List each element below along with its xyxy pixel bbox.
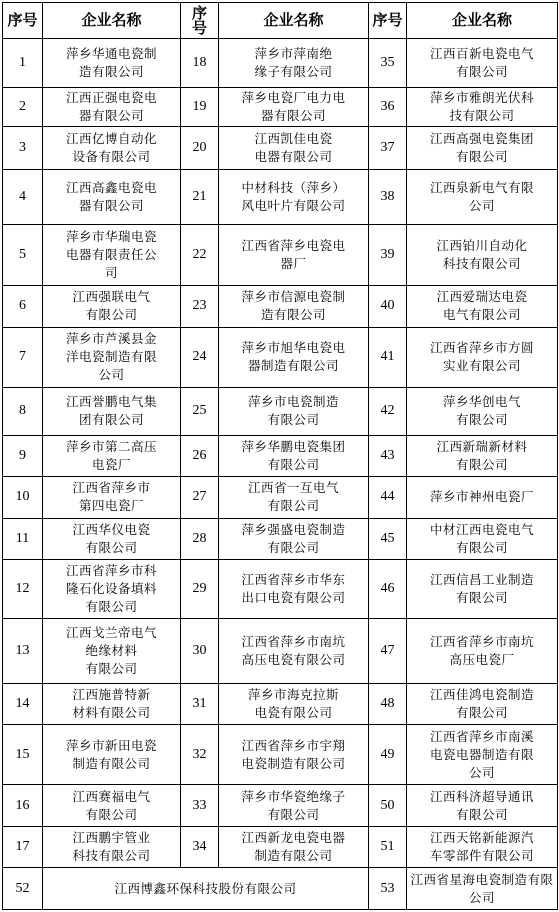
company-name-line: 萍乡市华瑞电瓷: [65, 228, 157, 244]
company-name-cell: [219, 518, 369, 560]
seq-cell: 18: [181, 39, 219, 88]
company-name-cell: [43, 683, 181, 725]
table-row: [3, 518, 558, 560]
company-name-line: 隆石化设备填料: [65, 581, 157, 597]
company-name-cell: [43, 286, 181, 328]
seq-cell: 34: [181, 826, 219, 868]
header-seq: 序号: [3, 3, 43, 39]
company-name-line: 有限公司: [85, 539, 138, 555]
table-row: [3, 435, 558, 477]
company-name-cell: [407, 224, 558, 285]
header-seq: [181, 3, 219, 39]
table-row: [3, 327, 558, 387]
seq-cell: 27: [181, 477, 219, 519]
seq-cell: 42: [369, 387, 407, 435]
company-name-line: 出口电瓷有限公司: [241, 590, 346, 606]
company-name-line: 绝缘材料: [85, 642, 138, 658]
company-name-cell: [43, 224, 181, 285]
seq-cell: 45: [369, 518, 407, 560]
company-name-line: 萍乡华鹏电瓷集团: [241, 438, 346, 454]
company-name-line: 江西省萍乡市华东: [241, 572, 346, 588]
company-name-line: 造有限公司: [78, 63, 144, 79]
company-name-cell: [43, 39, 181, 88]
seq-cell: 4: [3, 169, 43, 224]
company-name-cell: [407, 683, 558, 725]
seq-cell: 24: [181, 327, 219, 387]
company-name-line: 江西省萍乡市科: [65, 563, 157, 579]
company-name-line: 有限公司: [85, 660, 138, 676]
table-row: [3, 477, 558, 519]
seq-cell: 37: [369, 127, 407, 170]
company-name-line: 江西科济超导通讯: [429, 788, 534, 804]
company-name-line: 萍乡华通电瓷制: [65, 45, 157, 61]
company-name-cell: [43, 560, 181, 619]
company-name-line: 公司: [98, 367, 125, 383]
company-name-line: 技有限公司: [449, 108, 515, 123]
company-name-line: 有限公司: [267, 498, 320, 514]
company-name-line: 中材科技（萍乡）: [241, 179, 346, 195]
company-name-line: 高压电瓷有限公司: [241, 651, 346, 667]
header-name: 企业名称: [43, 3, 181, 39]
company-name-line: 电瓷电器制造有限: [429, 746, 534, 762]
seq-cell: 7: [3, 327, 43, 387]
header-row: [3, 3, 558, 39]
company-name-line: 萍乡电瓷厂电力电: [241, 90, 346, 105]
seq-cell: 46: [369, 560, 407, 619]
company-name-line: 江西正强电瓷电: [65, 90, 157, 105]
company-name-cell: [219, 327, 369, 387]
seq-cell: 15: [3, 725, 43, 785]
table-row: [3, 127, 558, 170]
company-name-cell: 江西博鑫环保科技股份有限公司: [43, 868, 369, 910]
company-name-line: 江西强联电气: [72, 289, 151, 305]
company-name-line: 有限公司: [455, 412, 508, 428]
seq-cell: 10: [3, 477, 43, 519]
header-seq-char: 号: [191, 18, 207, 37]
table-row: [3, 286, 558, 328]
company-name-cell: [219, 560, 369, 619]
company-name-line: 司: [104, 264, 118, 280]
table-row: [3, 725, 558, 785]
seq-cell: 2: [3, 87, 43, 126]
company-name-line: 萍乡市萍南绝: [254, 45, 333, 61]
company-name-line: 公司: [468, 764, 495, 780]
company-name-line: 萍乡市电瓷制造: [247, 394, 339, 410]
company-name-cell: [219, 224, 369, 285]
company-name-line: 高压电瓷厂: [449, 651, 515, 667]
company-name-line: 电器有限公司: [254, 149, 333, 164]
seq-cell: 22: [181, 224, 219, 285]
seq-cell: 40: [369, 286, 407, 328]
seq-cell: 5: [3, 224, 43, 285]
company-name-line: 缘子有限公司: [254, 63, 333, 79]
seq-cell: 50: [369, 785, 407, 827]
seq-cell: 30: [181, 619, 219, 683]
company-name-cell: [407, 169, 558, 224]
seq-cell: 36: [369, 87, 407, 126]
company-name-line: 江西省一互电气: [247, 480, 339, 496]
company-name-cell: [219, 169, 369, 224]
company-name-line: 器制造有限公司: [247, 358, 339, 374]
company-name-cell: [407, 826, 558, 868]
company-name-line: 江西爱瑞达电瓷: [436, 289, 528, 305]
company-name-cell: [43, 327, 181, 387]
company-name-cell: [219, 387, 369, 435]
seq-cell: 52: [3, 868, 43, 910]
company-name-cell: [219, 87, 369, 126]
company-name-cell: [43, 826, 181, 868]
company-name-cell: [407, 725, 558, 785]
seq-cell: 1: [3, 39, 43, 88]
seq-cell: 12: [3, 560, 43, 619]
company-name-line: 科技有限公司: [72, 848, 151, 864]
company-name-cell: [407, 477, 558, 519]
header-name: 企业名称: [219, 3, 369, 39]
company-name-line: 萍乡市芦溪县金: [65, 331, 157, 347]
company-name-cell: [43, 127, 181, 170]
seq-cell: 43: [369, 435, 407, 477]
company-name-line: 有限公司: [267, 456, 320, 472]
company-name-line: 电瓷制造有限公司: [241, 755, 346, 771]
seq-cell: 13: [3, 619, 43, 683]
company-name-cell: [407, 560, 558, 619]
header-seq-char: 序: [191, 3, 207, 22]
company-name-cell: [43, 785, 181, 827]
company-name-line: 有限公司: [455, 590, 508, 606]
company-name-line: 有限公司: [267, 412, 320, 428]
seq-cell: 51: [369, 826, 407, 868]
company-name-cell: [219, 39, 369, 88]
seq-cell: 9: [3, 435, 43, 477]
company-name-line: 江西凯佳电瓷: [254, 131, 333, 146]
company-name-line: 团有限公司: [78, 412, 144, 428]
table-row: [3, 87, 558, 126]
company-name-line: 洋电瓷制造有限: [65, 349, 157, 365]
seq-cell: 41: [369, 327, 407, 387]
company-name-line: 江西赛福电气: [72, 788, 151, 804]
company-name-line: 萍乡市旭华电瓷电: [241, 340, 346, 356]
company-name-cell: 江西省星海电瓷制造有限公司: [407, 868, 558, 910]
company-name-line: 江西高强电瓷集团: [429, 131, 534, 146]
table-row: [3, 169, 558, 224]
company-name-cell: [407, 518, 558, 560]
enterprise-table: [2, 2, 558, 910]
company-name-cell: [219, 725, 369, 785]
company-name-line: 江西新瑞新材料: [436, 438, 528, 454]
company-name-line: 萍乡市信源电瓷制: [241, 289, 346, 305]
seq-cell: 31: [181, 683, 219, 725]
table-row: [3, 785, 558, 827]
seq-cell: 3: [3, 127, 43, 170]
company-name-line: 公司: [468, 197, 495, 213]
company-name-line: 有限公司: [455, 806, 508, 822]
company-name-line: 有限公司: [455, 539, 508, 555]
company-name-line: 江西施普特新: [72, 686, 151, 702]
seq-cell: 53: [369, 868, 407, 910]
seq-cell: 23: [181, 286, 219, 328]
seq-cell: 28: [181, 518, 219, 560]
company-name-cell: [43, 518, 181, 560]
company-name-line: 有限公司: [85, 806, 138, 822]
company-name-line: 江西铂川自动化: [436, 237, 528, 253]
company-name-cell: [219, 826, 369, 868]
company-name-cell: [407, 785, 558, 827]
company-name-line: 萍乡市华瓷绝缘子: [241, 788, 346, 804]
company-name-cell: [407, 387, 558, 435]
table-row: [3, 560, 558, 619]
company-name-line: 器有限公司: [78, 197, 144, 213]
company-name-line: 江西誉鹏电气集: [65, 394, 157, 410]
table-row-last: [3, 868, 558, 910]
seq-cell: 44: [369, 477, 407, 519]
seq-cell: 6: [3, 286, 43, 328]
seq-cell: 48: [369, 683, 407, 725]
seq-cell: 21: [181, 169, 219, 224]
company-name-cell: [43, 619, 181, 683]
header-name: 企业名称: [407, 3, 558, 39]
company-name-line: 第四电瓷厂: [78, 498, 144, 514]
company-name-line: 江西省萍乡电瓷电: [241, 237, 346, 253]
company-name-line: 设备有限公司: [72, 149, 151, 164]
company-name-line: 江西省萍乡市南溪: [429, 728, 534, 744]
company-name-line: 江西戈兰帝电气: [65, 624, 157, 640]
company-name-cell: [407, 39, 558, 88]
company-name-line: 江西亿博自动化: [65, 131, 157, 146]
company-name-line: 有限公司: [455, 456, 508, 472]
company-name-cell: [407, 327, 558, 387]
seq-cell: 29: [181, 560, 219, 619]
company-name-line: 有限公司: [455, 149, 508, 164]
company-name-line: 车零部件有限公司: [429, 848, 534, 864]
seq-cell: 33: [181, 785, 219, 827]
company-name-line: 有限公司: [455, 704, 508, 720]
company-name-cell: [407, 127, 558, 170]
company-name-line: 江西天铭新能源汽: [429, 830, 534, 846]
seq-cell: 49: [369, 725, 407, 785]
seq-cell: 25: [181, 387, 219, 435]
company-name-cell: [43, 725, 181, 785]
company-name-line: 江西佳鸿电瓷制造: [429, 686, 534, 702]
table-row: [3, 826, 558, 868]
company-name-line: 制造有限公司: [72, 755, 151, 771]
company-name-line: 江西省萍乡市方圆: [429, 340, 534, 356]
company-name-line: 江西信昌工业制造: [429, 572, 534, 588]
company-name-line: 江西高鑫电瓷电: [65, 179, 157, 195]
company-name-line: 电瓷有限公司: [254, 704, 333, 720]
company-name-line: 有限公司: [455, 63, 508, 79]
company-name-cell: [407, 286, 558, 328]
company-name-line: 造有限公司: [260, 307, 326, 323]
company-name-line: 萍乡市海克拉斯: [247, 686, 339, 702]
seq-cell: 16: [3, 785, 43, 827]
company-name-cell: [43, 387, 181, 435]
company-name-line: 实业有限公司: [442, 358, 521, 374]
company-name-line: 萍乡市神州电瓷厂: [429, 489, 534, 505]
company-name-cell: [407, 87, 558, 126]
seq-cell: 20: [181, 127, 219, 170]
seq-cell: 35: [369, 39, 407, 88]
company-name-cell: [219, 477, 369, 519]
table-row: [3, 387, 558, 435]
seq-cell: 14: [3, 683, 43, 725]
company-name-cell: [43, 435, 181, 477]
company-name-line: 萍乡市新田电瓷: [65, 737, 157, 753]
company-name-line: 萍乡华创电气: [442, 394, 521, 410]
company-name-line: 江西百新电瓷电气: [429, 45, 534, 61]
company-name-line: 萍乡市第二高压: [65, 438, 157, 454]
company-name-cell: [219, 619, 369, 683]
seq-cell: 26: [181, 435, 219, 477]
company-name-line: 有限公司: [267, 539, 320, 555]
table-row: [3, 619, 558, 683]
company-name-line: 江西鹏宇管业: [72, 830, 151, 846]
company-name-cell: [219, 127, 369, 170]
company-name-line: 有限公司: [85, 307, 138, 323]
company-name-cell: [407, 435, 558, 477]
company-name-line: 江西省萍乡市南坑: [429, 633, 534, 649]
company-name-line: 萍乡市雅朗光伏科: [429, 90, 534, 105]
company-name-line: 器有限公司: [260, 108, 326, 123]
table-row: [3, 683, 558, 725]
seq-cell: 8: [3, 387, 43, 435]
company-name-line: 江西省萍乡市: [72, 480, 151, 496]
company-name-line: 中材江西电瓷电气: [429, 521, 534, 537]
seq-cell: 32: [181, 725, 219, 785]
table-row: [3, 39, 558, 88]
seq-cell: 47: [369, 619, 407, 683]
company-name-cell: [219, 435, 369, 477]
company-name-line: 有限公司: [85, 599, 138, 615]
company-name-cell: [43, 87, 181, 126]
company-name-cell: [219, 683, 369, 725]
company-name-line: 有限公司: [267, 806, 320, 822]
seq-cell: 19: [181, 87, 219, 126]
company-name-line: 器有限公司: [78, 108, 144, 123]
table-body: [3, 39, 558, 910]
company-name-line: 电器有限责任公: [65, 246, 157, 262]
company-name-line: 风电叶片有限公司: [241, 197, 346, 213]
company-name-line: 萍乡强盛电瓷制造: [241, 521, 346, 537]
table-row: [3, 224, 558, 285]
company-name-line: 电瓷厂: [91, 456, 131, 472]
company-name-line: 江西省萍乡市宇翔: [241, 737, 346, 753]
company-name-line: 江西新龙电瓷电器: [241, 830, 346, 846]
company-name-cell: [219, 286, 369, 328]
seq-cell: 39: [369, 224, 407, 285]
seq-cell: 38: [369, 169, 407, 224]
header-seq: 序号: [369, 3, 407, 39]
company-name-line: 电气有限公司: [442, 307, 521, 323]
company-name-line: 江西华仪电瓷: [72, 521, 151, 537]
company-name-line: 江西省萍乡市南坑: [241, 633, 346, 649]
seq-cell: 17: [3, 826, 43, 868]
company-name-cell: [43, 477, 181, 519]
seq-cell: 11: [3, 518, 43, 560]
company-name-cell: [43, 169, 181, 224]
company-name-cell: [219, 785, 369, 827]
company-name-line: 制造有限公司: [254, 848, 333, 864]
company-name-line: 江西泉新电气有限: [429, 179, 534, 195]
company-name-line: 科技有限公司: [442, 255, 521, 271]
company-name-line: 器厂: [280, 255, 307, 271]
company-name-line: 材料有限公司: [72, 704, 151, 720]
company-name-cell: [407, 619, 558, 683]
